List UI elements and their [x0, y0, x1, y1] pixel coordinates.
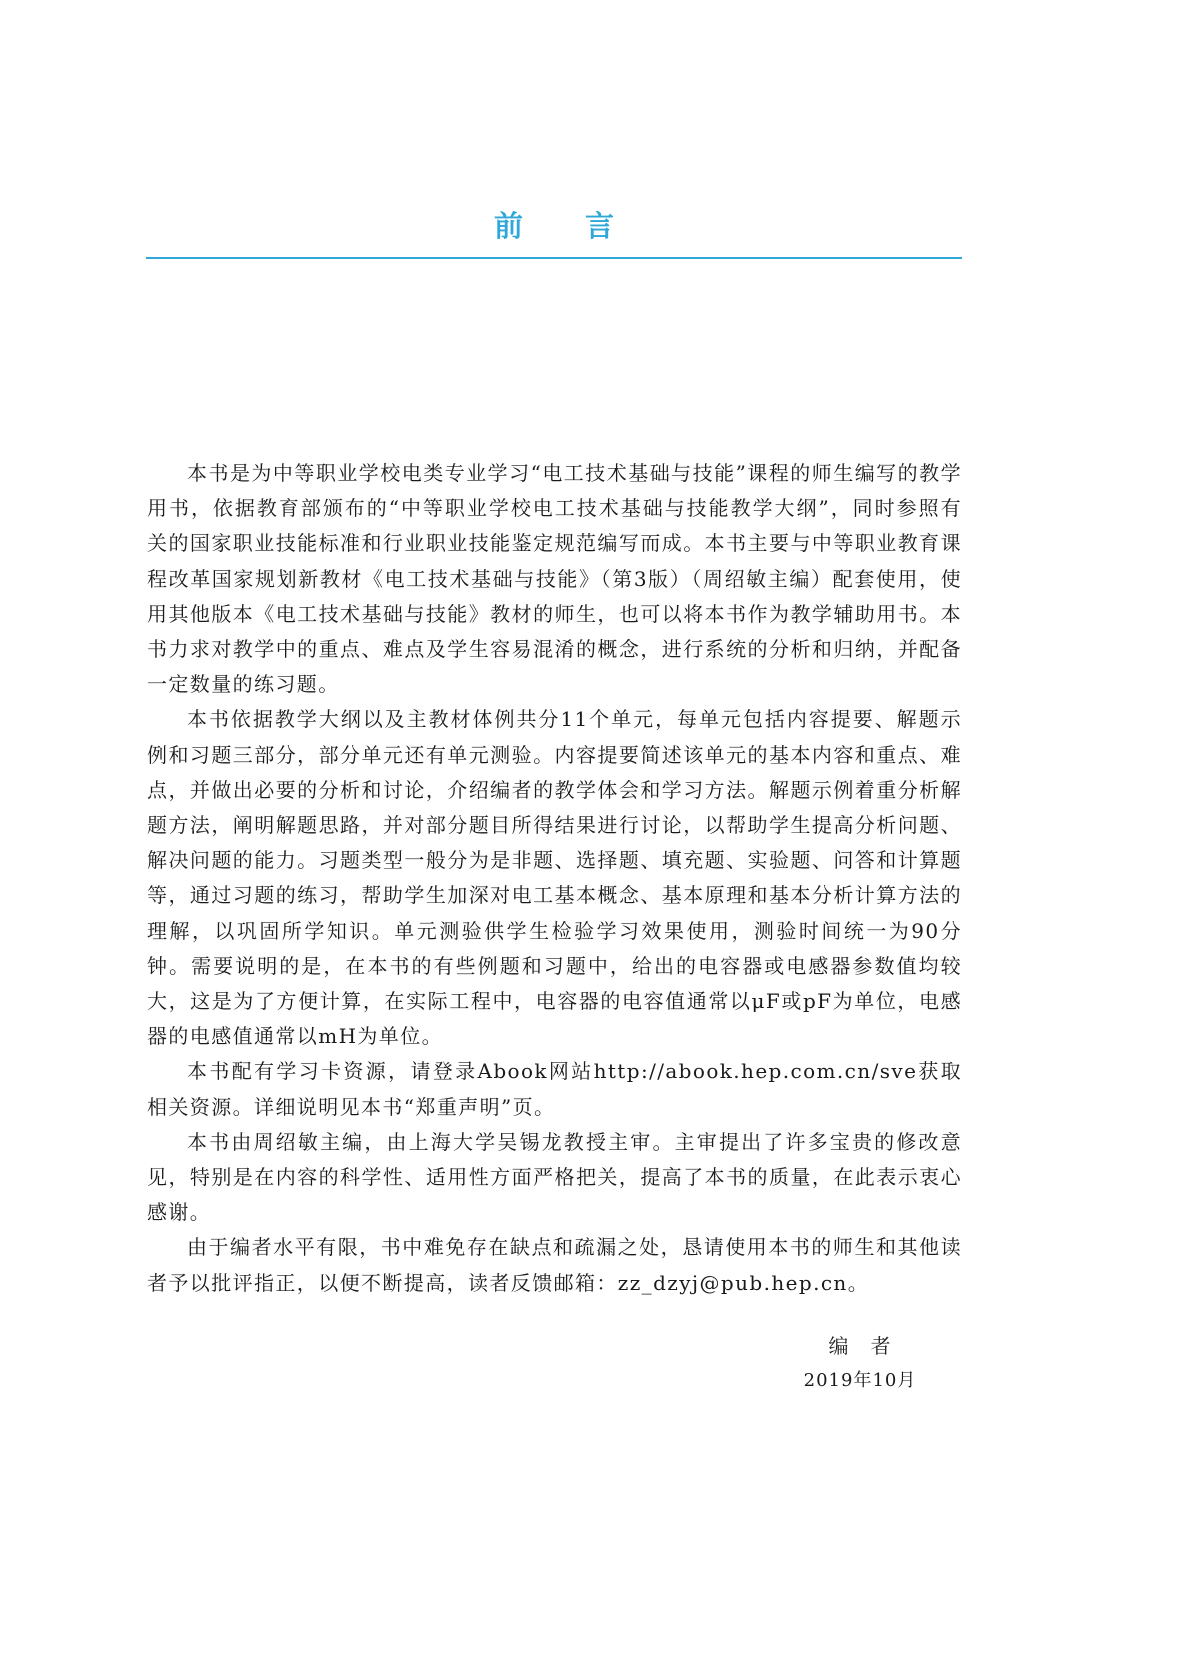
paragraph-3: 本书配有学习卡资源，请登录Abook网站http://abook.hep.com.cn/sve获取相关资源。详细说明见本书“郑重声明”页。 [147, 1059, 962, 1119]
page-title: 前言 [493, 209, 676, 243]
preface-body [147, 456, 962, 1301]
paragraph-4: 本书由周绍敏主编，由上海大学吴锡龙教授主审。主审提出了许多宝贵的修改意见，特别是在内容的科学性、适用性方面严格把关，提高了本书的质量，在此表示衷心感谢。 [147, 1129, 962, 1225]
paragraph-5: 由于编者水平有限，书中难免存在缺点和疏漏之处，恳请使用本书的师生和其他读者予以批评指正，以便不断提高，读者反馈邮箱：zz_dzyj@pub.hep.cn。 [147, 1235, 962, 1295]
title-divider [146, 257, 962, 259]
paragraph-1: 本书是为中等职业学校电类专业学习“电工技术基础与技能”课程的师生编写的教学用书，依据教育部颁布的“中等职业学校电工技术基础与技能教学大纲”，同时参照有关的国家职业技能标准和行业职业技能鉴定规范编写而成。本书主要与中等职业教育课程改革国家规划新教材《电工技术基础与技能》（第3版）（周绍敏主编）配套使用，使用其他版本《电工技术基础与技能》教材的师生，也可以将本书作为教学辅助用书。本书力求对教学中的重点、难点及学生容易混淆的概念，进行系统的分析和归纳，并配备一定数量的练习题。 [147, 461, 962, 697]
signature-date: 2019年10月 [803, 1370, 917, 1391]
signature: 编 者 [828, 1334, 892, 1358]
paragraph-2: 本书依据教学大纲以及主教材体例共分11个单元，每单元包括内容提要、解题示例和习题三部分，部分单元还有单元测验。内容提要简述该单元的基本内容和重点、难点，并做出必要的分析和讨论，介绍编者的教学体会和学习方法。解题示例着重分析解题方法，阐明解题思路，并对部分题目所得结果进行讨论，以帮助学生提高分析问题、解决问题的能力。习题类型一般分为是非题、选择题、填充题、实验题、问答和计算题等，通过习题的练习，帮助学生加深对电工基本概念、基本原理和基本分析计算方法的理解，以巩固所学知识。单元测验供学生检验学习效果使用，测验时间统一为90分钟。需要说明的是，在本书的有些例题和习题中，给出的电容器或电感器参数值均较大，这是为了方便计算，在实际工程中，电容器的电容值通常以μF或pF为单位，电感器的电感值通常以mH为单位。 [147, 707, 962, 1049]
